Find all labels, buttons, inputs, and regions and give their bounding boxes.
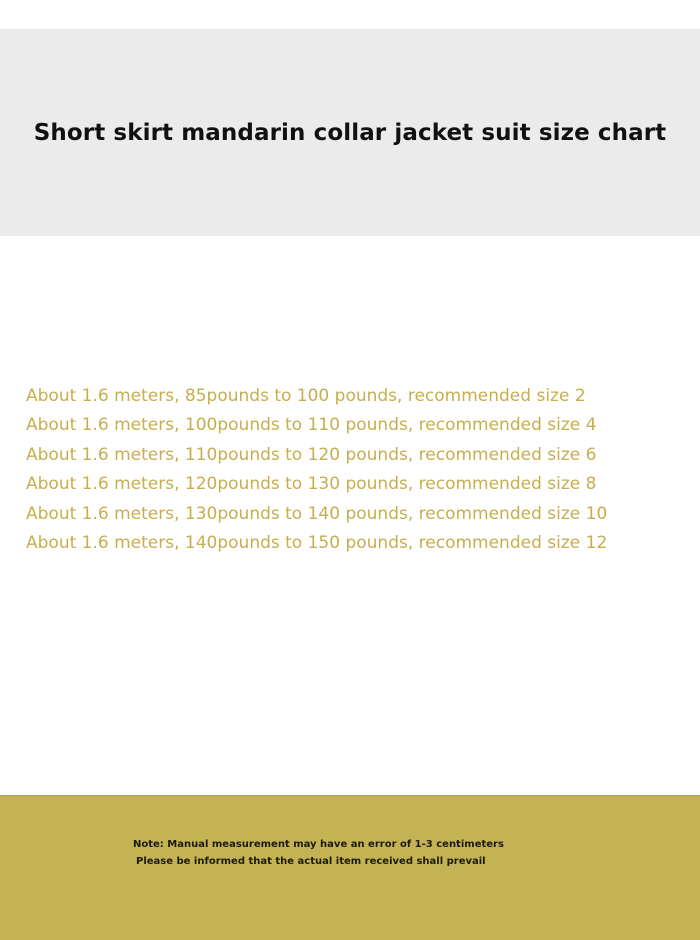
size-recommendation-item: About 1.6 meters, 120pounds to 130 pounds, recommended size 8: [26, 474, 597, 495]
header-banner: [0, 29, 700, 236]
footer-note-banner: [0, 795, 700, 940]
size-recommendation-list: [26, 382, 691, 558]
measurement-error-note: Note: Manual measurement may have an error of 1-3 centimeters: [133, 839, 504, 850]
actual-item-note: Please be informed that the actual item received shall prevail: [136, 856, 486, 867]
size-recommendation-item: About 1.6 meters, 85pounds to 100 pounds, recommended size 2: [26, 386, 586, 406]
size-recommendation-item: About 1.6 meters, 130pounds to 140 pounds, recommended size 10: [26, 503, 608, 524]
size-recommendation-item: About 1.6 meters, 110pounds to 120 pounds, recommended size 6: [26, 444, 597, 465]
size-recommendation-item: About 1.6 meters, 100pounds to 110 pounds, recommended size 4: [26, 415, 597, 436]
size-recommendation-item: About 1.6 meters, 140pounds to 150 pounds, recommended size 12: [26, 533, 608, 554]
page-title: Short skirt mandarin collar jacket suit size chart: [33, 119, 667, 146]
